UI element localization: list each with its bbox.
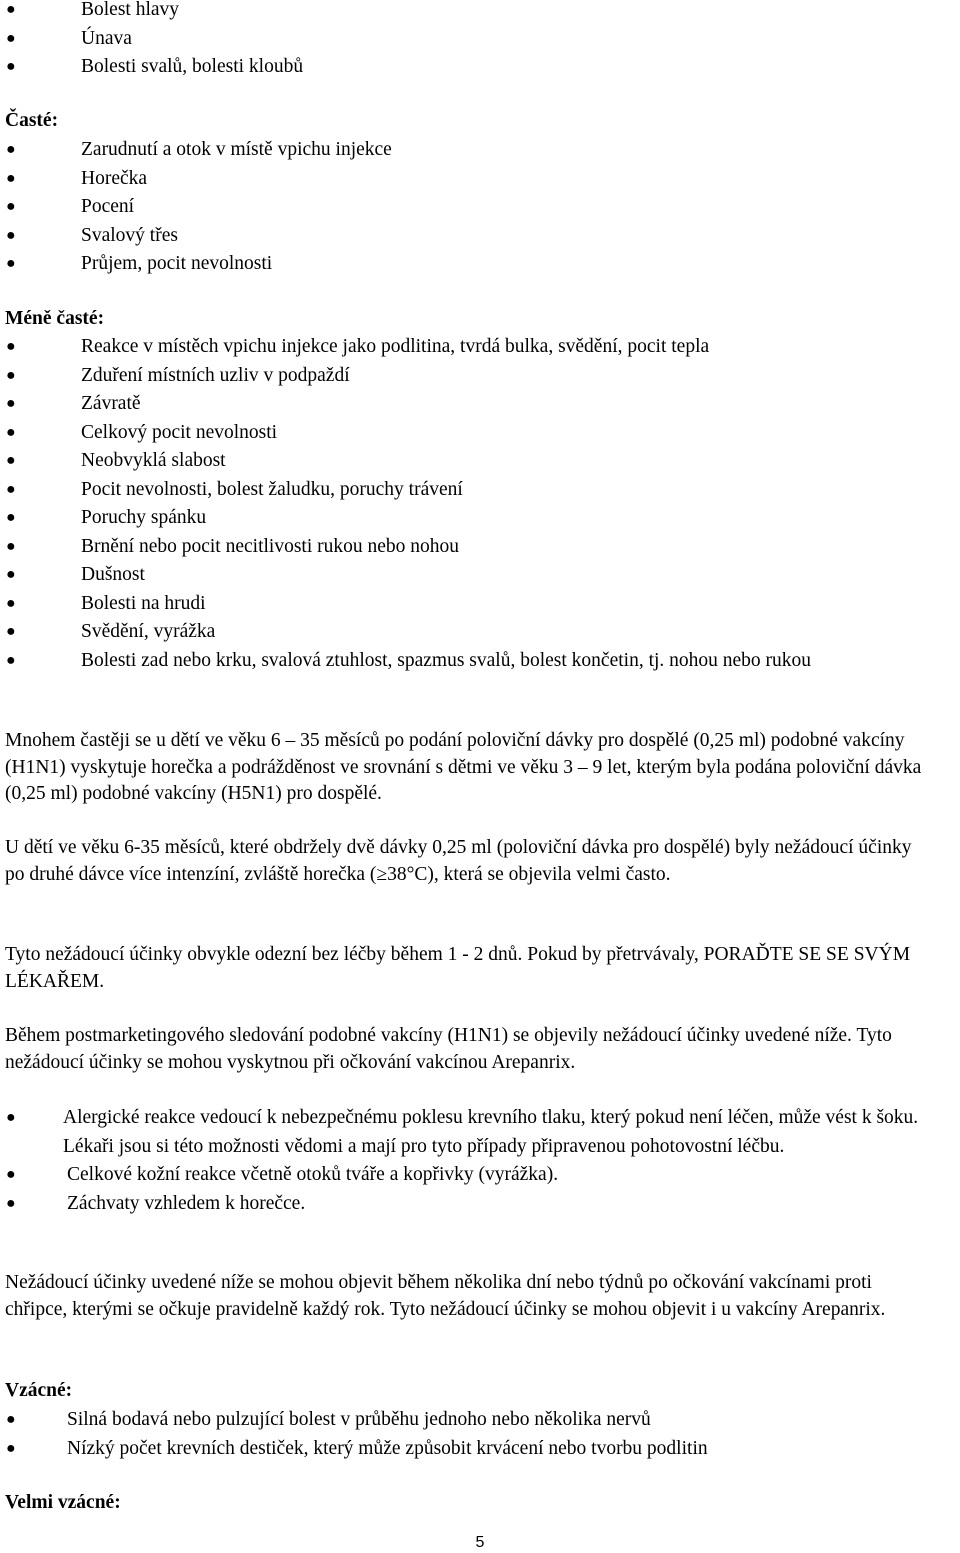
bullet-icon: ● — [6, 509, 16, 526]
bullet-icon: ● — [6, 452, 16, 469]
bullet-icon: ● — [6, 1439, 16, 1457]
bullet-icon: ● — [6, 1109, 16, 1126]
bullet-icon: ● — [6, 141, 16, 158]
paragraph-children-fever: Mnohem častěji se u dětí ve věku 6 – 35 měsíců po podání poloviční dávky pro dospělé (0,25 ml) podobné vakcíny (H1N1) vyskytuje horečka a podrážděnost ve srovnání s dětmi ve věku 3 – 9 let, kterým byla podána poloviční dávka (0,25 ml) podobné vakcíny (H5N1) pro dospělé. — [5, 730, 922, 804]
bullet-icon: ● — [6, 1411, 16, 1428]
bullet-icon: ● — [6, 395, 16, 412]
bullet-icon: ● — [6, 338, 16, 355]
bullet-icon: ● — [6, 1194, 16, 1212]
bullet-icon: ● — [6, 366, 16, 384]
bullet-icon: ● — [6, 29, 16, 47]
page-number: 5 — [475, 1534, 485, 1551]
common-heading: Časté: — [5, 110, 59, 131]
bullet-icon: ● — [6, 623, 16, 640]
bullet-icon: ● — [6, 198, 16, 215]
bullet-icon: ● — [6, 651, 16, 669]
paragraph-second-dose: U dětí ve věku 6-35 měsíců, které obdržely dvě dávky 0,25 ml (poloviční dávka pro dospělé) byly nežádoucí účinky po druhé dávce více intenzíní, zvláště horečka (≥38°C), která se objevila velmi často. — [5, 837, 912, 885]
bullet-icon: ● — [6, 58, 16, 75]
document-page: ● Bolest hlavy ● Únava ● Bolesti svalů, bolesti kloubů Časté: ● Zarudnutí a otok v místě vpichu injekce ● Horečka ● Pocení ● Svalový třes ● Průjem, pocit nevolnosti Méně časté: ● Reakce v místěch vpichu injekce jako podlitina, tvrdá bulka, svědění, pocit tepla ● Zduření místních uzliv v podpaždí ● Závratě ● Celkový pocit nevolnosti ● Neobvyklá slabost ● Pocit nevolnosti, bolest žaludku, poruchy trávení ● Poruchy spánku ● Brnění nebo pocit necitlivosti rukou nebo nohou ● Dušnost ● Bolesti na hrudi ● Svědění, vyrážka ● Bolesti zad nebo krku, svalová ztuhlost, spazmus svalů, bolest končetin, tj. nohou nebo rukou Mnohem častěji se u dětí ve věku 6 – 35 měsíců po podání poloviční dávky pro dospělé (0,25 ml) podobné vakcíny (H1N1) vyskytuje horečka a podrážděnost ve srovnání s dětmi ve věku 3 – 9 let, kterým byla podána poloviční dávka (0,25 ml) podobné vakcíny (H5N1) pro dospělé. U dětí ve věku 6-35 měsíců, které obdržely dvě dávky 0,25 ml (poloviční dávka pro dospělé) byly nežádoucí účinky po druhé dávce více intenzíní, zvláště horečka (≥38°C), která se objevila velmi často. Tyto nežádoucí účinky obvykle odezní bez léčby během 1 - 2 dnů. Pokud by přetrvávaly, PORAĎTE SE SE SVÝM LÉKAŘEM. Během postmarketingového sledování podobné vakcíny (H1N1) se objevily nežádoucí účinky uvedené níže. Tyto nežádoucí účinky se mohou vyskytnou při očkování vakcínou Arepanrix. ● Alergické reakce vedoucí k nebezpečnému poklesu krevního tlaku, který pokud není léčen, může vést k šoku. Lékaři jsou si této možnosti vědomi a mají pro tyto případy připravenou pohotovostní léčbu. ● Celkové kožní reakce včetně otoků tváře a kopřivky (vyrážka). ● Záchvaty vzhledem k horečce. Nežádoucí účinky uvedené níže se mohou objevit během několika dní nebo týdnů po očkování vakcínami proti chřipce, kterými se očkuje pravidelně každý rok. Tyto nežádoucí účinky se mohou objevit i u vakcíny Arepanrix. Vzácné: ● Silná bodavá nebo pulzující bolest v průběhu jednoho nebo několika nervů ● Nízký počet krevních destiček, který může způsobit krvácení nebo tvorbu podlitin Velmi vzácné: 5 — [0, 0, 960, 1552]
paragraph-resolution: Tyto nežádoucí účinky obvykle odezní bez léčby během 1 - 2 dnů. Pokud by přetrvávaly, PORAĎTE SE SE SVÝM LÉKAŘEM. — [5, 944, 911, 992]
rare-heading: Vzácné: — [5, 1380, 73, 1401]
bullet-icon: ● — [6, 1166, 16, 1183]
list-item: ● Alergické reakce vedoucí k nebezpečnému poklesu krevního tlaku, který pokud není léčen, může vést k šoku. Lékaři jsou si této možnosti vědomi a mají pro tyto případy připravenou pohotovostní léčbu. — [0, 1104, 923, 1161]
list-item: ● Celkové kožní reakce včetně otoků tváře a kopřivky (vyrážka). — [0, 1161, 923, 1190]
very-rare-heading: Velmi vzácné: — [5, 1492, 121, 1513]
bullet-icon: ● — [6, 169, 16, 187]
bullet-icon: ● — [6, 537, 16, 555]
bullet-icon: ● — [6, 594, 16, 612]
uncommon-heading: Méně časté: — [5, 308, 105, 329]
paragraph-postmarketing: Během postmarketingového sledování podobné vakcíny (H1N1) se objevily nežádoucí účinky uvedené níže. Tyto nežádoucí účinky se mohou vyskytnou při očkování vakcínou Arepanrix. — [5, 1025, 892, 1073]
bullet-icon: ● — [6, 255, 16, 272]
paragraph-seasonal-vaccines: Nežádoucí účinky uvedené níže se mohou objevit během několika dní nebo týdnů po očkování vakcínami proti chřipce, kterými se očkuje pravidelně každý rok. Tyto nežádoucí účinky se mohou objevit i u vakcíny Arepanrix. — [5, 1272, 886, 1320]
bullet-icon: ● — [6, 423, 16, 441]
bullet-icon: ● — [6, 480, 16, 498]
list-item: ● Záchvaty vzhledem k horečce. — [0, 1190, 923, 1219]
bullet-icon: ● — [6, 1, 16, 18]
bullet-icon: ● — [6, 566, 16, 583]
bullet-icon: ● — [6, 226, 16, 244]
postmarketing-list — [0, 1104, 923, 1218]
